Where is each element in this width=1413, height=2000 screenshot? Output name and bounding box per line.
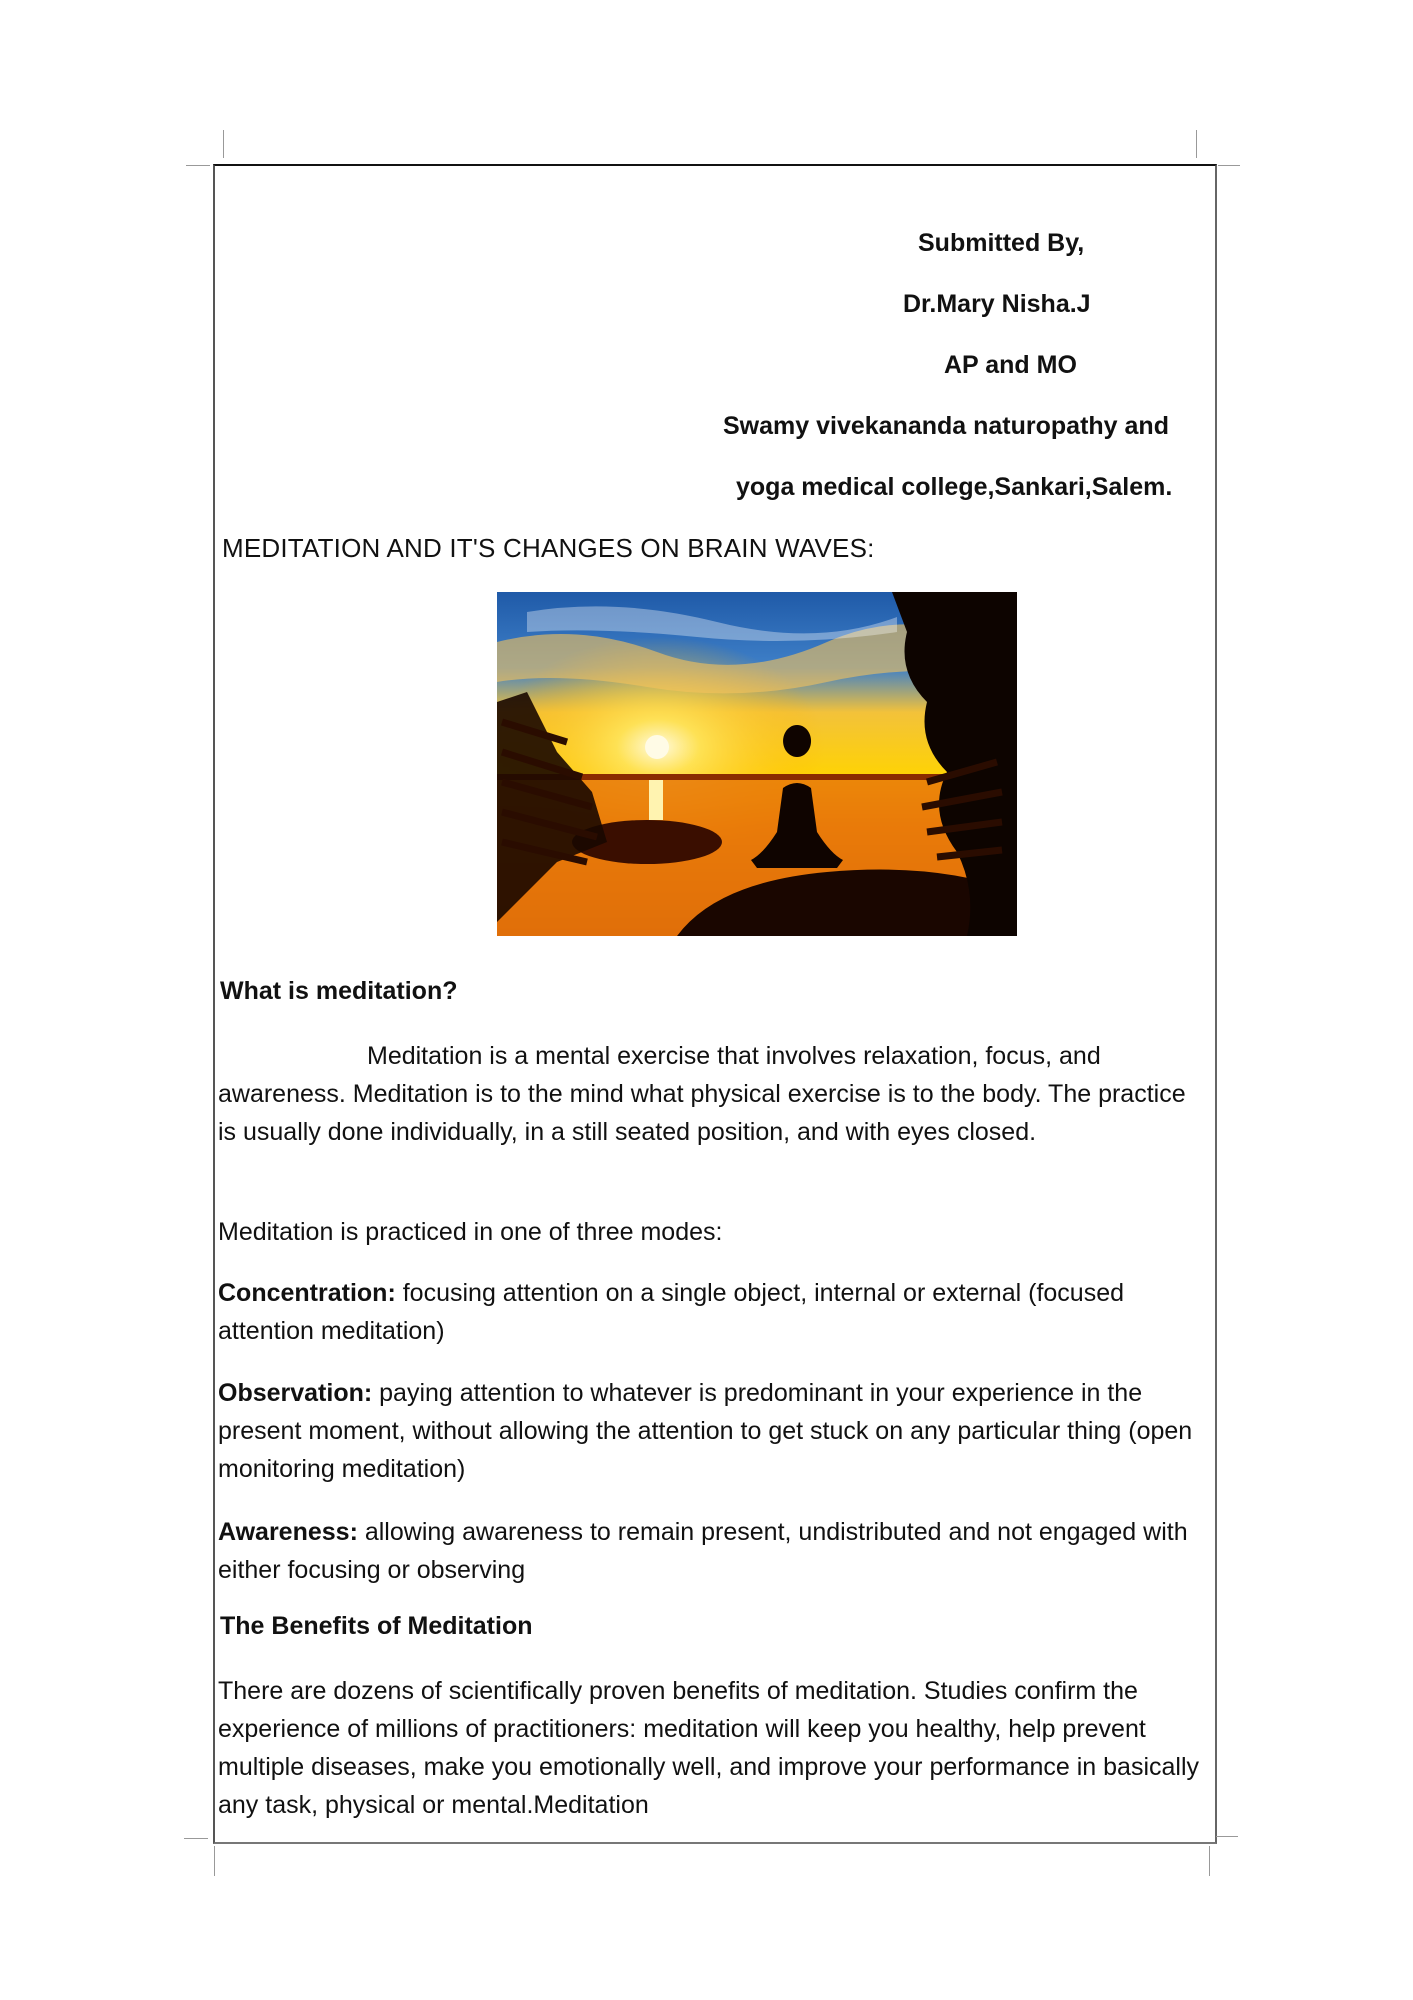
mode-term: Observation: [218, 1379, 373, 1407]
institution-line-2: yoga medical college,Sankari,Salem. [736, 473, 1173, 501]
sun-reflection [649, 780, 663, 820]
mode-term: Concentration: [218, 1279, 396, 1307]
crop-mark [186, 165, 210, 166]
meditation-illustration [497, 592, 1017, 936]
mode-description: paying attention to whatever is predominant in your experience in the present moment, without allowing the attention to get stuck on any particular thing (open monitoring meditation) [218, 1379, 1193, 1483]
document-title: MEDITATION AND IT'S CHANGES ON BRAIN WAVES: [222, 533, 875, 563]
submitted-by-label: Submitted By, [918, 229, 1085, 257]
sun [645, 735, 669, 759]
crop-mark [1209, 1846, 1210, 1876]
mode-concentration [218, 1274, 1203, 1350]
mode-observation [218, 1374, 1203, 1488]
mode-description: focusing attention on a single object, internal or external (focused attention meditation) [218, 1279, 1125, 1345]
paragraph-first-line: Meditation is a mental exercise that involves relaxation, focus, [367, 1042, 1053, 1070]
crop-mark [1218, 165, 1240, 166]
author-designation: AP and MO [944, 351, 1077, 379]
paragraph-continuation: and awareness. Meditation is to the mind what physical exercise is to the body. The practice is usually done individually, in a still seated position, and with eyes closed. [218, 1042, 1186, 1146]
mode-awareness [218, 1513, 1203, 1589]
mode-term: Awareness: [218, 1518, 358, 1546]
crop-mark [214, 1846, 215, 1876]
benefits-paragraph: There are dozens of scientifically proven benefits of meditation. Studies confirm the experience of millions of practitioners: meditation will keep you healthy, help prevent multiple diseases, make you emotionally well, and improve your performance in basically any task, physical or mental.Meditation [218, 1677, 1200, 1819]
section-heading-what-is-meditation: What is meditation? [220, 977, 458, 1005]
meditation-sunset-photo [497, 592, 1017, 936]
meditation-definition-paragraph [218, 1037, 1203, 1151]
crop-mark [1196, 130, 1197, 158]
author-name: Dr.Mary Nisha.J [903, 290, 1091, 318]
modes-intro: Meditation is practiced in one of three modes: [218, 1218, 723, 1246]
crop-mark [223, 130, 224, 158]
crop-mark [1216, 1836, 1238, 1837]
mode-description: allowing awareness to remain present, undistributed and not engaged with either focusing or observing [218, 1518, 1188, 1584]
crop-mark [184, 1838, 208, 1839]
institution-line-1: Swamy vivekananda naturopathy and [723, 412, 1169, 440]
section-heading-benefits: The Benefits of Meditation [220, 1612, 533, 1640]
